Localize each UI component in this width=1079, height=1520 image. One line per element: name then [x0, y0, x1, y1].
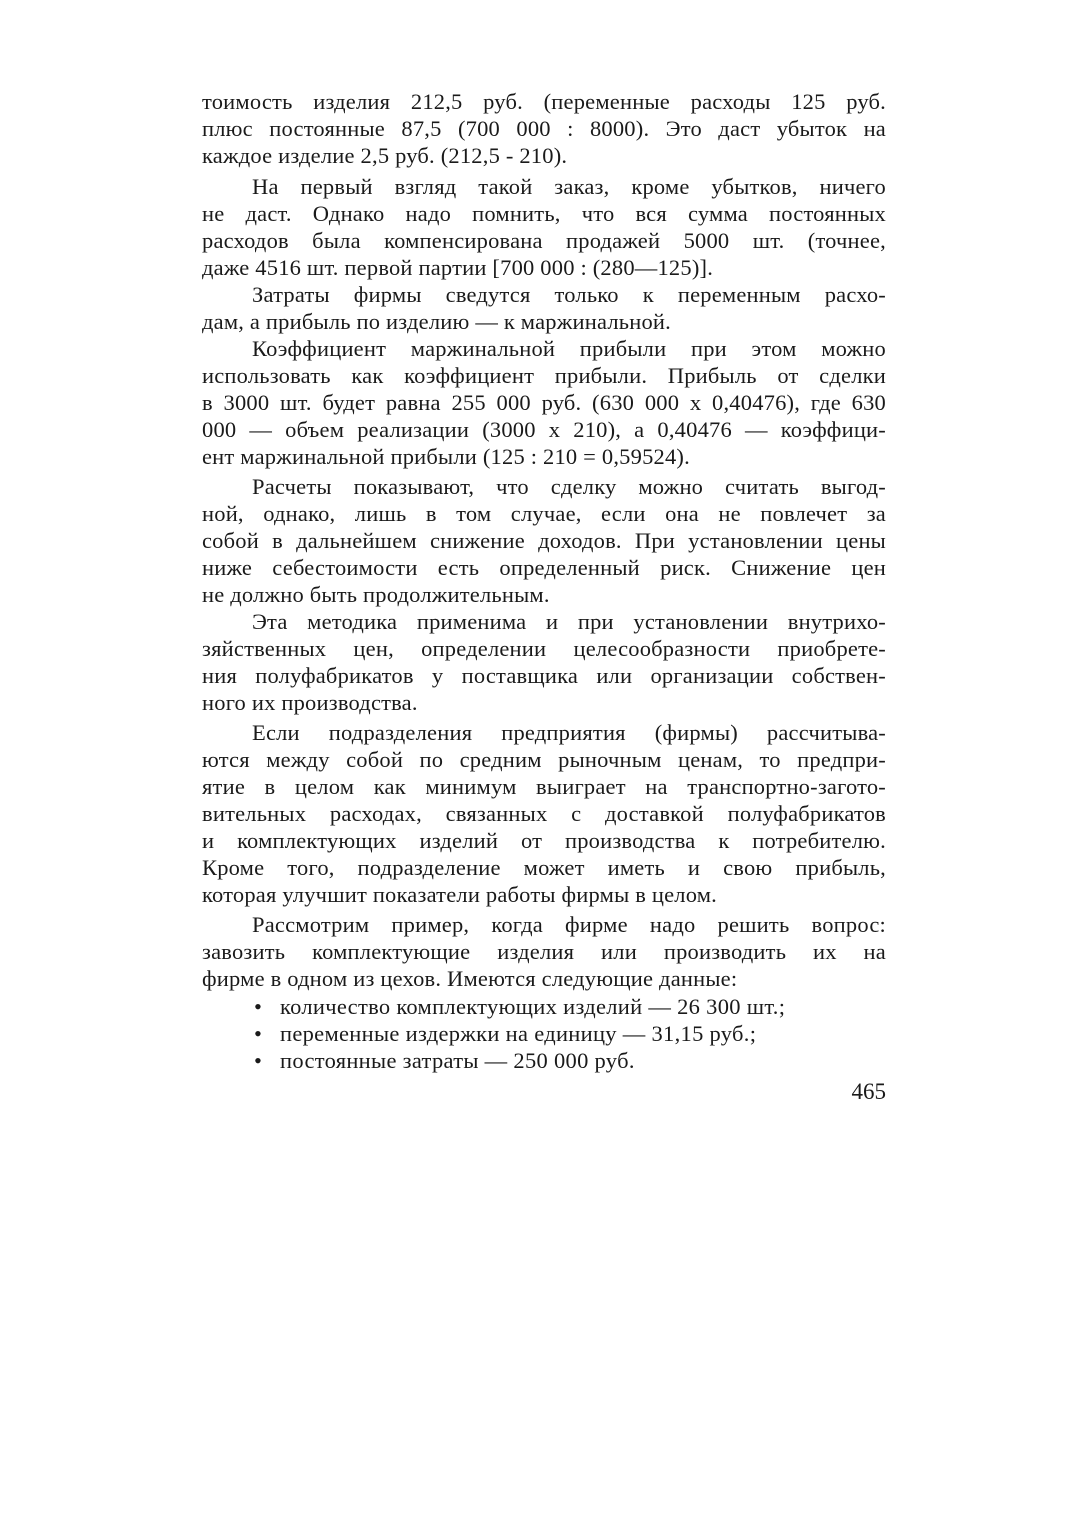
- paragraph-1: [202, 88, 886, 169]
- text-line: зяйственных цен, определении целесообразности приобрете-: [202, 636, 886, 661]
- text-line: На первый взгляд такой заказ, кроме убытков, ничего: [252, 174, 886, 199]
- text-line: ния полуфабрикатов у поставщика или организации собствен-: [202, 663, 886, 688]
- list-item: [202, 1020, 886, 1047]
- paragraph-4: [202, 335, 886, 470]
- text-line: расходов была компенсирована продажей 5000 шт. (точнее,: [202, 228, 886, 253]
- text-line: тоимость изделия 212,5 руб. (переменные расходы 125 руб.: [202, 89, 886, 114]
- paragraph-2: [202, 173, 886, 281]
- text-line: вительных расходах, связанных с доставкой полуфабрикатов: [202, 801, 886, 826]
- text-line: даже 4516 шт. первой партии [700 000 : (280—125)].: [202, 255, 714, 280]
- text-line: плюс постоянные 87,5 (700 000 : 8000). Это даст убыток на: [202, 116, 886, 141]
- text-line: Эта методика применима и при установлении внутрихо-: [252, 609, 886, 634]
- text-line: ниже себестоимости есть определенный риск. Снижение цен: [202, 555, 886, 580]
- text-line: фирме в одном из цехов. Имеются следующие данные:: [202, 966, 738, 991]
- text-line: 000 — объем реализации (3000 х 210), а 0,40476 — коэффици-: [202, 417, 886, 442]
- text-line: не должно быть продолжительным.: [202, 582, 550, 607]
- page-number: 465: [851, 1079, 886, 1104]
- text-line: Рассмотрим пример, когда фирме надо решить вопрос:: [252, 912, 886, 937]
- text-line: не даст. Однако надо помнить, что вся сумма постоянных: [202, 201, 886, 226]
- paragraph-8: [202, 911, 886, 992]
- list-item: [202, 1047, 886, 1074]
- bullet-icon: •: [254, 994, 263, 1019]
- paragraph-7: [202, 719, 886, 908]
- text-line: Коэффициент маржинальной прибыли при этом можно: [252, 336, 886, 361]
- text-line: дам, а прибыль по изделию — к маржинальной.: [202, 309, 671, 334]
- page-text-block: [202, 88, 886, 1074]
- text-line: Если подразделения предприятия (фирмы) рассчитыва-: [252, 720, 886, 745]
- list-item: [202, 993, 886, 1020]
- text-line: ент маржинальной прибыли (125 : 210 = 0,59524).: [202, 444, 690, 469]
- bullet-icon: •: [254, 1021, 263, 1046]
- list-item-text: переменные издержки на единицу — 31,15 руб.;: [280, 1021, 757, 1046]
- text-line: Расчеты показывают, что сделку можно считать выгод-: [252, 474, 886, 499]
- text-line: ного их производства.: [202, 690, 418, 715]
- bullet-list: [202, 993, 886, 1074]
- text-line: завозить комплектующие изделия или производить их на: [202, 939, 886, 964]
- text-line: ной, однако, лишь в том случае, если она не повлечет за: [202, 501, 886, 526]
- text-line: ются между собой по средним рыночным ценам, то предпри-: [202, 747, 886, 772]
- text-line: Кроме того, подразделение может иметь и свою прибыль,: [202, 855, 886, 880]
- text-line: которая улучшит показатели работы фирмы в целом.: [202, 882, 718, 907]
- list-item-text: количество комплектующих изделий — 26 300 шт.;: [280, 994, 786, 1019]
- text-line: использовать как коэффициент прибыли. Прибыль от сделки: [202, 363, 886, 388]
- text-line: Затраты фирмы сведутся только к переменным расхо-: [252, 282, 886, 307]
- text-line: в 3000 шт. будет равна 255 000 руб. (630 000 х 0,40476), где 630: [202, 390, 886, 415]
- paragraph-6: [202, 608, 886, 716]
- paragraph-5: [202, 473, 886, 608]
- text-line: ятие в целом как минимум выиграет на транспортно-загото-: [202, 774, 886, 799]
- list-item-text: постоянные затраты — 250 000 руб.: [280, 1048, 635, 1073]
- text-line: и комплектующих изделий от производства к потребителю.: [202, 828, 886, 853]
- text-line: каждое изделие 2,5 руб. (212,5 - 210).: [202, 143, 568, 168]
- bullet-icon: •: [254, 1048, 263, 1073]
- paragraph-3: [202, 281, 886, 335]
- text-line: собой в дальнейшем снижение доходов. При установлении цены: [202, 528, 886, 553]
